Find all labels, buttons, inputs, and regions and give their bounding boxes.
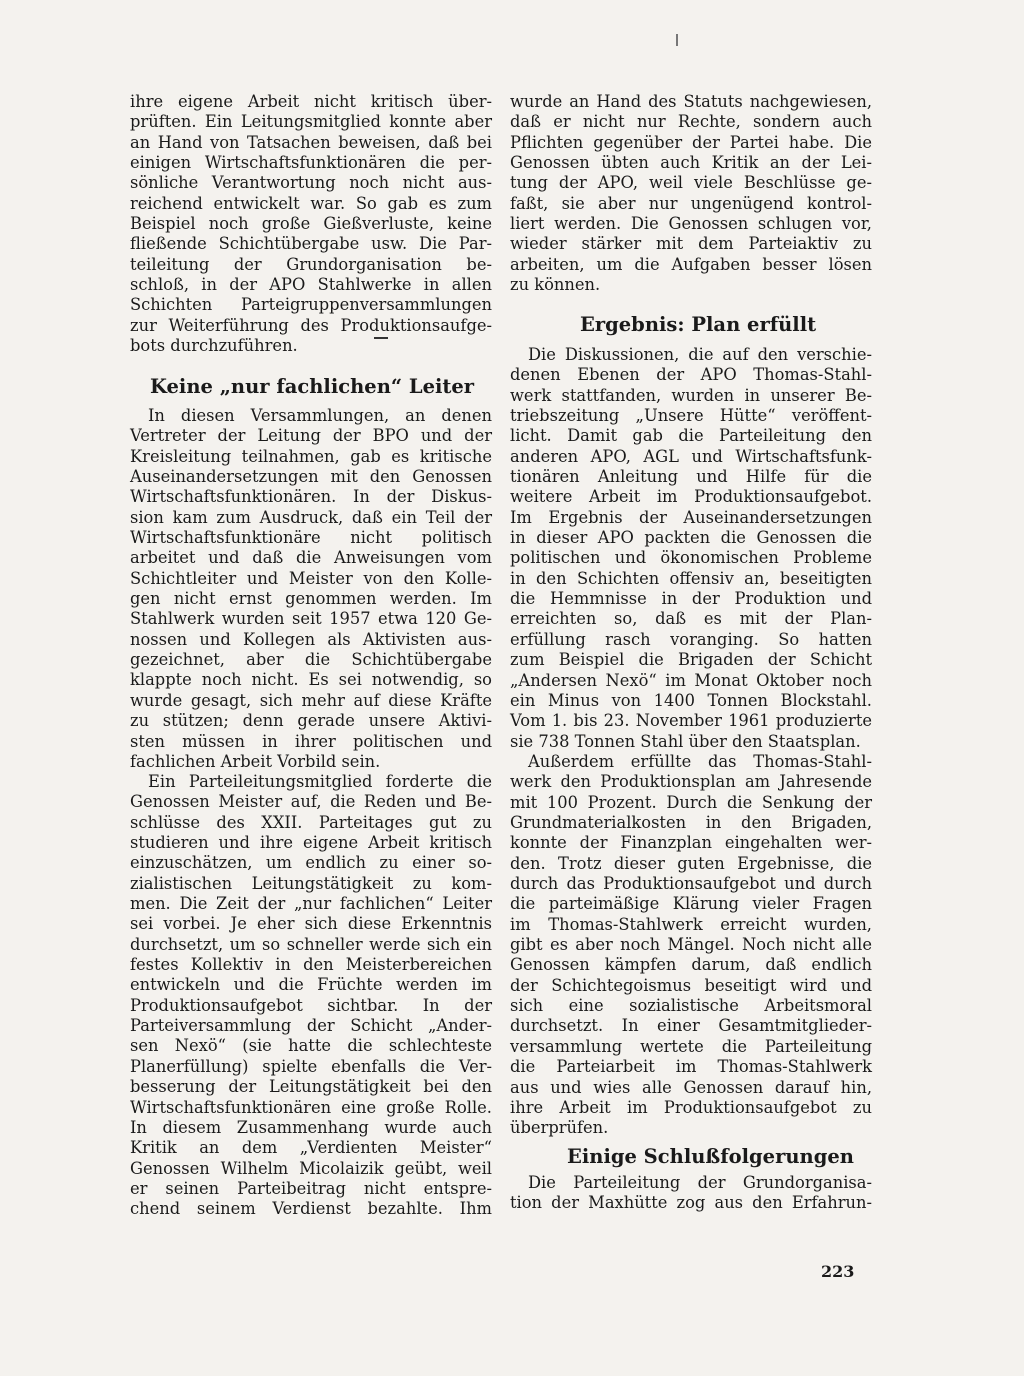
text-line: gibt es aber noch Mängel. Noch nicht alle — [510, 935, 872, 955]
heading-ergebnis-plan-erfuellt: Ergebnis: Plan erfüllt — [580, 313, 817, 336]
text-line: werk den Produktionsplan am Jahresende — [510, 772, 872, 792]
text-line: bots durchzuführen. — [130, 336, 298, 356]
text-line: Wirtschaftsfunktionäre nicht politisch — [130, 528, 492, 548]
text-line: zialistischen Leitungstätigkeit zu kom- — [130, 873, 492, 893]
text-line: sion kam zum Ausdruck, daß ein Teil der — [130, 507, 492, 527]
text-line: er seinen Parteibeitrag nicht entspre- — [130, 1178, 492, 1198]
text-line: Die Diskussionen, die auf den verschie- — [528, 345, 872, 364]
text-line: durch das Produktionsaufgebot und durch — [510, 874, 872, 894]
text-line: Genossen kämpfen darum, daß endlich — [510, 955, 872, 975]
right-paragraph-4 — [510, 1173, 872, 1214]
text-line: ein Minus von 1400 Tonnen Blockstahl. — [510, 690, 872, 710]
text-line: denen Ebenen der APO Thomas-Stahl- — [510, 365, 872, 385]
text-line: Genossen Wilhelm Micolaizik geübt, weil — [130, 1158, 492, 1178]
text-line: Parteiversammlung der Schicht „Ander- — [130, 1016, 492, 1036]
right-paragraph-1 — [510, 92, 872, 295]
text-line: überprüfen. — [510, 1118, 609, 1138]
text-line: sie 738 Tonnen Stahl über den Staatsplan. — [510, 731, 861, 751]
text-line: erreichten so, daß es mit der Plan- — [510, 609, 872, 629]
text-line: gezeichnet, aber die Schichtübergabe — [130, 650, 492, 670]
text-line: wurde an Hand des Statuts nachgewiesen, — [510, 92, 872, 111]
text-line: durchsetzt, um so schneller werde sich ein — [130, 934, 492, 954]
text-line: triebszeitung „Unsere Hütte“ veröffent- — [510, 406, 872, 426]
text-line: Ein Parteileitungsmitglied forderte die — [148, 772, 492, 791]
text-line: zu stützen; denn gerade unsere Aktivi- — [130, 711, 492, 731]
left-paragraph-3 — [130, 772, 492, 1220]
text-line: teileitung der Grundorganisation be- — [130, 254, 492, 274]
left-paragraph-1 — [130, 92, 492, 356]
text-line: Kreisleitung teilnahmen, gab es kritische — [130, 446, 492, 466]
text-line: In diesen Versammlungen, an denen — [148, 406, 492, 425]
text-line: zu können. — [510, 275, 601, 295]
text-line: prüften. Ein Leitungsmitglied konnte aber — [130, 112, 492, 132]
text-line: klappte noch nicht. Es sei notwendig, so — [130, 670, 492, 690]
text-line: Grundmaterialkosten in den Brigaden, — [510, 813, 872, 833]
text-line: nossen und Kollegen als Aktivisten aus- — [130, 629, 492, 649]
text-line: In diesem Zusammenhang wurde auch — [130, 1117, 492, 1137]
text-line: erfüllung rasch voranging. So hatten — [510, 629, 872, 649]
left-paragraph-2 — [130, 406, 492, 772]
stray-mark — [374, 337, 388, 339]
text-line: politischen und ökonomischen Probleme — [510, 548, 872, 568]
text-line: Vom 1. bis 23. November 1961 produzierte — [510, 711, 872, 731]
text-line: in den Schichten offensiv an, beseitigten — [510, 568, 872, 588]
text-line: zur Weiterführung des Produktionsaufge- — [130, 315, 492, 335]
text-line: einzuschätzen, um endlich zu einer so- — [130, 853, 492, 873]
text-line: durchsetzt. In einer Gesamtmitglieder- — [510, 1016, 872, 1036]
text-line: die Parteiarbeit im Thomas-Stahlwerk — [510, 1057, 872, 1077]
text-line: die Hemmnisse in der Produktion und — [510, 589, 872, 609]
text-line: der Schichtegoismus beseitigt wird und — [510, 975, 872, 995]
text-line: sich eine sozialistische Arbeitsmoral — [510, 996, 872, 1016]
text-line: Schichtleiter und Meister von den Kolle- — [130, 568, 492, 588]
text-line: Genossen übten auch Kritik an der Lei- — [510, 153, 872, 173]
text-line: ihre Arbeit im Produktionsaufgebot zu — [510, 1097, 872, 1117]
scan-mark — [676, 34, 678, 46]
text-line: die parteimäßige Klärung vieler Fragen — [510, 894, 872, 914]
text-line: chend seinem Verdienst bezahlte. Ihm — [130, 1199, 492, 1219]
text-line: reichend entwickelt war. So gab es zum — [130, 193, 492, 213]
text-line: fachlichen Arbeit Vorbild sein. — [130, 751, 381, 771]
text-line: sei vorbei. Je eher sich diese Erkenntnis — [130, 914, 492, 934]
text-line: daß er nicht nur Rechte, sondern auch — [510, 112, 872, 132]
text-line: Die Parteileitung der Grundorganisa- — [528, 1173, 872, 1192]
text-line: Schichten Parteigruppenversammlungen — [130, 295, 492, 315]
text-line: arbeiten, um die Aufgaben besser lösen — [510, 254, 872, 274]
text-line: einigen Wirtschaftsfunktionären die per- — [130, 153, 492, 173]
text-line: gen nicht ernst genommen werden. Im — [130, 589, 492, 609]
page-number: 223 — [821, 1262, 855, 1281]
text-line: Genossen Meister auf, die Reden und Be- — [130, 792, 492, 812]
text-line: Produktionsaufgebot sichtbar. In der — [130, 995, 492, 1015]
text-line: den. Trotz dieser guten Ergebnisse, die — [510, 853, 872, 873]
text-line: licht. Damit gab die Parteileitung den — [510, 426, 872, 446]
text-line: schloß, in der APO Stahlwerke in allen — [130, 275, 492, 295]
text-line: aus und wies alle Genossen darauf hin, — [510, 1077, 872, 1097]
text-line: Stahlwerk wurden seit 1957 etwa 120 Ge- — [130, 609, 492, 629]
text-line: festes Kollektiv in den Meisterbereichen — [130, 955, 492, 975]
text-line: Pflichten gegenüber der Partei habe. Die — [510, 132, 872, 152]
text-line: Wirtschaftsfunktionären. In der Diskus- — [130, 487, 492, 507]
right-paragraph-3 — [510, 752, 872, 1139]
text-line: „Andersen Nexö“ im Monat Oktober noch — [510, 670, 872, 690]
heading-einige-schlussfolgerungen: Einige Schlußfolgerungen — [567, 1145, 854, 1168]
text-line: fließende Schichtübergabe usw. Die Par- — [130, 234, 492, 254]
text-line: tionären Anleitung und Hilfe für die — [510, 467, 872, 487]
text-line: Beispiel noch große Gießverluste, keine — [130, 214, 492, 234]
text-line: in dieser APO packten die Genossen die — [510, 528, 872, 548]
text-line: versammlung wertete die Parteileitung — [510, 1036, 872, 1056]
text-line: Außerdem erfüllte das Thomas-Stahl- — [528, 752, 872, 771]
text-line: arbeitet und daß die Anweisungen vom — [130, 548, 492, 568]
heading-keine-nur-fachlichen-leiter: Keine „nur fachlichen“ Leiter — [150, 375, 475, 398]
text-line: entwickeln und die Früchte werden im — [130, 975, 492, 995]
text-line: sönliche Verantwortung noch nicht aus- — [130, 173, 492, 193]
text-line: liert werden. Die Genossen schlugen vor, — [510, 214, 872, 234]
text-line: ihre eigene Arbeit nicht kritisch über- — [130, 92, 492, 111]
text-line: wurde gesagt, sich mehr auf diese Kräfte — [130, 690, 492, 710]
text-line: Im Ergebnis der Auseinandersetzungen — [510, 507, 872, 527]
text-line: im Thomas-Stahlwerk erreicht wurden, — [510, 914, 872, 934]
right-paragraph-2 — [510, 345, 872, 752]
text-line: sten müssen in ihrer politischen und — [130, 731, 492, 751]
text-line: studieren und ihre eigene Arbeit kritisch — [130, 833, 492, 853]
text-line: faßt, sie aber nur ungenügend kontrol- — [510, 193, 872, 213]
text-line: weitere Arbeit im Produktionsaufgebot. — [510, 487, 872, 507]
text-line: Vertreter der Leitung der BPO und der — [130, 426, 492, 446]
text-line: werk stattfanden, wurden in unserer Be- — [510, 385, 872, 405]
text-line: Wirtschaftsfunktionären eine große Rolle. — [130, 1097, 492, 1117]
text-line: sen Nexö“ (sie hatte die schlechteste — [130, 1036, 492, 1056]
text-line: mit 100 Prozent. Durch die Senkung der — [510, 792, 872, 812]
text-line: men. Die Zeit der „nur fachlichen“ Leiter — [130, 894, 492, 914]
text-line: schlüsse des XXII. Parteitages gut zu — [130, 812, 492, 832]
text-line: konnte der Finanzplan eingehalten wer- — [510, 833, 872, 853]
text-line: besserung der Leitungstätigkeit bei den — [130, 1077, 492, 1097]
text-line: Planerfüllung) spielte ebenfalls die Ver- — [130, 1056, 492, 1076]
text-line: tung der APO, weil viele Beschlüsse ge- — [510, 173, 872, 193]
text-line: Auseinandersetzungen mit den Genossen — [130, 467, 492, 487]
text-line: an Hand von Tatsachen beweisen, daß bei — [130, 132, 492, 152]
text-line: zum Beispiel die Brigaden der Schicht — [510, 650, 872, 670]
text-line: anderen APO, AGL und Wirtschaftsfunk- — [510, 446, 872, 466]
text-line: wieder stärker mit dem Parteiaktiv zu — [510, 234, 872, 254]
text-line: tion der Maxhütte zog aus den Erfahrun- — [510, 1193, 872, 1213]
text-line: Kritik an dem „Verdienten Meister“ — [130, 1138, 492, 1158]
